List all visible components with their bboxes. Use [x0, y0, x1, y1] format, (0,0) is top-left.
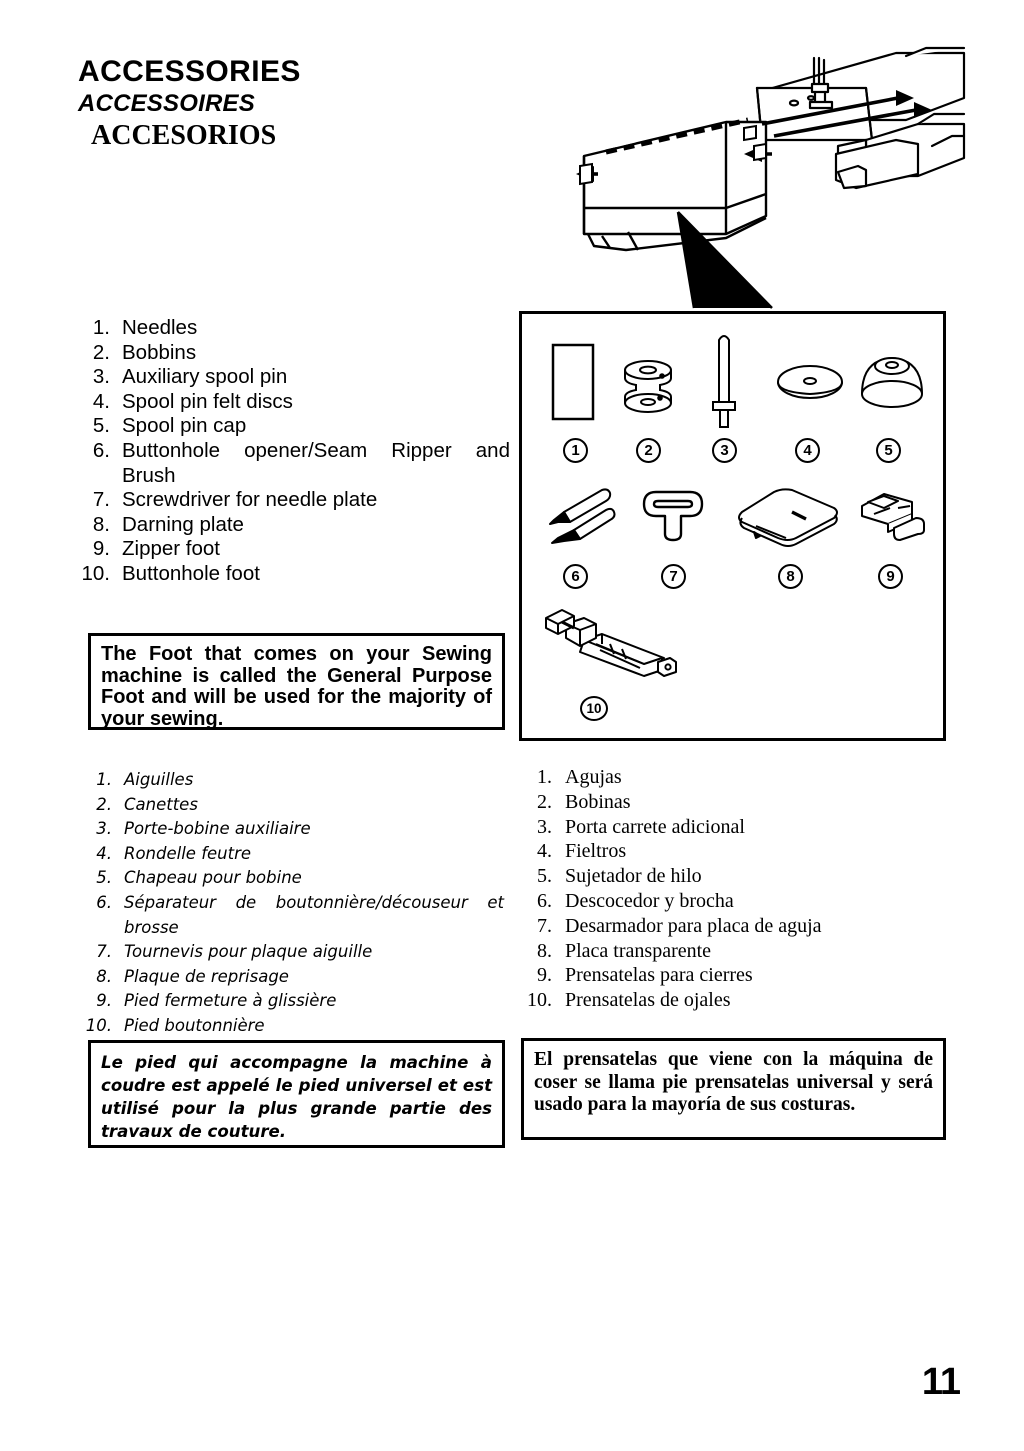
seam-ripper-and-brush-icon — [544, 486, 622, 548]
item-number: 5. — [537, 865, 552, 888]
item-label: Bobinas — [565, 790, 631, 813]
list-item — [521, 815, 941, 840]
page-title-french: ACCESSOIRES — [78, 90, 255, 117]
list-item — [84, 793, 504, 818]
item-number: 4. — [537, 840, 552, 863]
figure-number-7: 7 — [661, 564, 686, 589]
figure-number-6: 6 — [563, 564, 588, 589]
callout-pointer — [500, 180, 960, 320]
item-number: 9. — [537, 964, 552, 987]
list-item — [521, 914, 941, 939]
figure-number-4: 4 — [795, 438, 820, 463]
accessory-list-english — [78, 316, 510, 587]
item-number: 3. — [96, 819, 112, 839]
item-number: 1. — [96, 770, 112, 789]
item-number: 1. — [92, 316, 110, 339]
item-number: 3. — [537, 815, 552, 838]
accessories-diagram-box — [519, 311, 946, 741]
accessory-list-french — [84, 768, 504, 1039]
auxiliary-spool-pin-icon — [708, 328, 740, 432]
item-number: 7. — [92, 488, 110, 512]
item-number: 6. — [537, 889, 552, 912]
item-label: Porte-bobine auxiliaire — [124, 819, 311, 839]
page-title-block — [78, 55, 558, 153]
item-number: 8. — [96, 966, 112, 986]
note-text: The Foot that comes on your Sewing machine is called the General Purpose Foot and will be used for the majority of your sewing. — [101, 643, 492, 730]
item-label: Fieltros — [565, 840, 627, 863]
darning-plate-icon — [734, 486, 842, 548]
figure-number-10: 10 — [580, 696, 608, 721]
list-item — [84, 1014, 504, 1039]
item-number: 7. — [537, 914, 552, 937]
list-item — [521, 839, 941, 864]
list-item — [521, 939, 941, 964]
list-item — [521, 988, 941, 1013]
list-item — [84, 817, 504, 842]
item-label: Porta carrete adicional — [565, 815, 745, 838]
page-title-english: ACCESSORIES — [78, 55, 301, 88]
item-label: Pied boutonnière — [124, 1015, 265, 1035]
figure-number-8: 8 — [778, 564, 803, 589]
item-label: Auxiliary spool pin — [122, 365, 288, 389]
item-label: Buttonhole foot — [122, 561, 260, 585]
item-label: Chapeau pour bobine — [124, 868, 302, 888]
spool-pin-felt-disc-icon — [774, 360, 846, 410]
item-label: Tournevis pour plaque aiguille — [124, 942, 373, 962]
list-item — [84, 842, 504, 867]
buttonhole-foot-icon — [540, 606, 680, 686]
note-text: Le pied qui accompagne la machine à coudre est appelé le pied universel et est utilisé pour la plus grande partie des travaux de couture. — [101, 1053, 492, 1141]
page-title-spanish: ACCESORIOS — [91, 120, 277, 151]
list-item — [84, 989, 504, 1014]
list-item — [78, 488, 510, 513]
item-label: Desarmador para placa de aguja — [565, 914, 822, 937]
list-item — [78, 562, 510, 587]
spool-pin-cap-icon — [856, 346, 928, 416]
item-label: Spool pin felt discs — [122, 389, 293, 413]
list-item — [521, 963, 941, 988]
list-item — [84, 866, 504, 891]
item-number: 10. — [527, 989, 552, 1012]
list-item — [521, 790, 941, 815]
item-number: 2. — [537, 790, 552, 813]
item-number: 2. — [96, 794, 112, 814]
item-number: 10. — [81, 561, 110, 585]
item-label: Prensatelas de ojales — [565, 989, 731, 1012]
item-number: 6. — [96, 892, 112, 912]
item-number: 9. — [96, 991, 112, 1011]
item-label: Spool pin cap — [122, 414, 247, 438]
list-item — [78, 316, 510, 341]
figure-number-2: 2 — [636, 438, 661, 463]
figure-number-5: 5 — [876, 438, 901, 463]
screwdriver-icon — [642, 488, 704, 544]
list-item — [78, 513, 510, 538]
item-number: 5. — [96, 868, 112, 888]
item-label: Agujas — [565, 766, 622, 788]
item-number: 6. — [92, 438, 110, 462]
list-item — [84, 768, 504, 793]
item-label: Séparateur de boutonnière/découseur et brosse — [124, 892, 504, 937]
item-number: 8. — [92, 512, 110, 536]
item-label: Sujetador de hilo — [565, 865, 702, 888]
list-item — [78, 439, 510, 488]
list-item — [521, 765, 941, 790]
list-item — [78, 365, 510, 390]
bobbin-icon — [618, 356, 678, 418]
item-number: 1. — [537, 766, 552, 788]
needle-packet-icon — [550, 342, 596, 422]
figure-number-3: 3 — [712, 438, 737, 463]
list-item — [521, 864, 941, 889]
item-label: Aiguilles — [124, 770, 194, 789]
note-text: El prensatelas que viene con la máquina de coser se llama pie prensatelas universal y será usado para la mayoría de sus costuras. — [534, 1049, 933, 1115]
item-number: 2. — [92, 340, 110, 364]
item-number: 4. — [92, 389, 110, 413]
list-item — [78, 537, 510, 562]
list-item — [521, 889, 941, 914]
item-label: Placa transparente — [565, 939, 712, 962]
item-label: Descocedor y brocha — [565, 889, 734, 912]
list-item — [78, 341, 510, 366]
figure-number-1: 1 — [563, 438, 588, 463]
list-item — [84, 891, 504, 940]
item-label: Zipper foot — [122, 537, 220, 561]
general-purpose-foot-note-spanish — [521, 1038, 946, 1140]
list-item — [84, 965, 504, 990]
item-label: Rondelle feutre — [124, 843, 252, 863]
item-number: 7. — [96, 942, 112, 962]
item-label: Pied fermeture à glissière — [124, 991, 337, 1011]
general-purpose-foot-note-french — [88, 1040, 505, 1148]
item-number: 3. — [92, 365, 110, 389]
item-label: Needles — [122, 316, 198, 339]
item-label: Buttonhole opener/Seam Ripper and Brush — [122, 438, 510, 487]
general-purpose-foot-note-english — [88, 633, 505, 730]
item-label: Prensatelas para cierres — [565, 964, 753, 987]
item-number: 8. — [537, 939, 552, 962]
item-label: Plaque de reprisage — [124, 966, 289, 986]
zipper-foot-icon — [854, 488, 928, 546]
page-number: 11 — [921, 1361, 960, 1403]
item-label: Darning plate — [122, 512, 244, 536]
item-number: 10. — [85, 1015, 112, 1035]
item-label: Canettes — [124, 794, 198, 814]
item-number: 4. — [96, 843, 112, 863]
item-number: 5. — [92, 414, 110, 438]
list-item — [84, 940, 504, 965]
list-item — [78, 390, 510, 415]
list-item — [78, 414, 510, 439]
item-label: Screwdriver for needle plate — [122, 488, 378, 512]
item-label: Bobbins — [122, 340, 197, 364]
figure-number-9: 9 — [878, 564, 903, 589]
item-number: 9. — [92, 537, 110, 561]
accessory-list-spanish — [521, 765, 941, 1013]
